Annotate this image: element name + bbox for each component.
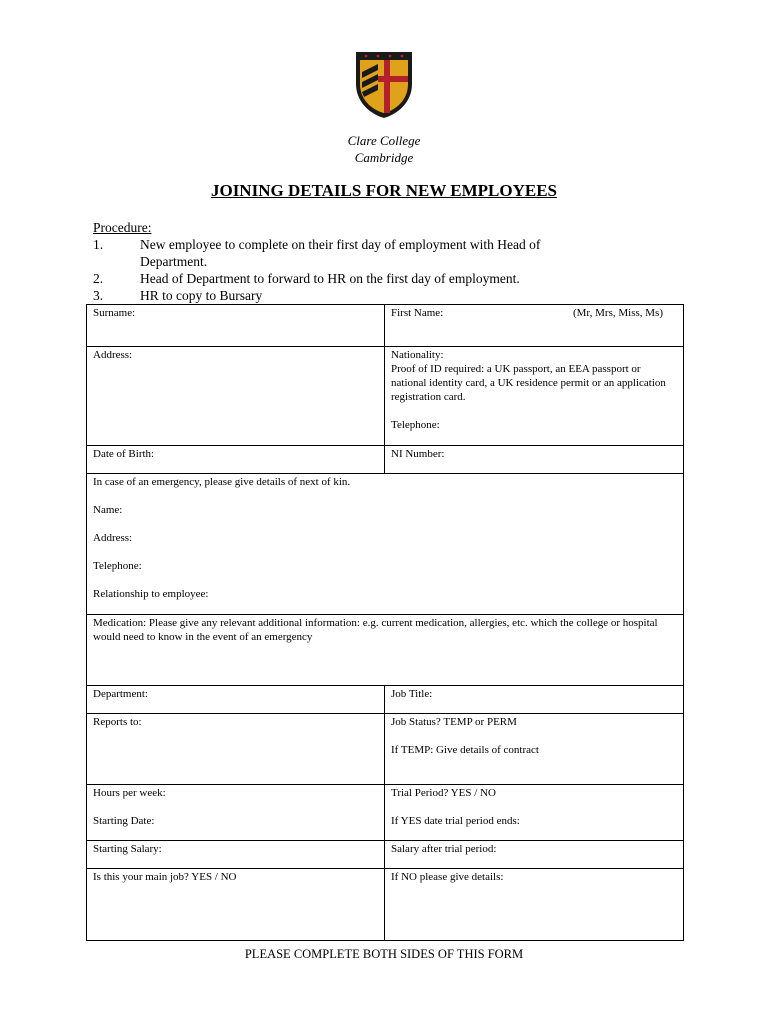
department-label: Department: xyxy=(93,688,148,700)
dob-label: Date of Birth: xyxy=(93,448,155,460)
kin-address-label: Address: xyxy=(93,532,133,544)
surname-field[interactable] xyxy=(87,305,385,347)
procedure-heading: Procedure: xyxy=(93,220,152,235)
employee-details-form xyxy=(86,304,684,941)
kin-telephone-label: Telephone: xyxy=(93,560,142,572)
kin-name-label: Name: xyxy=(93,504,123,516)
telephone-label: Telephone: xyxy=(391,419,440,431)
title-options: (Mr, Mrs, Miss, Ms) xyxy=(572,307,663,319)
if-no-label: If NO please give details: xyxy=(391,871,504,883)
job-status-label: Job Status? TEMP or PERM xyxy=(391,716,517,728)
step-number: 3. xyxy=(93,288,104,303)
kin-relationship-label: Relationship to employee: xyxy=(93,588,209,600)
emergency-intro: In case of an emergency, please give details of next of kin. xyxy=(93,476,351,488)
form-title: JOINING DETAILS FOR NEW EMPLOYEES xyxy=(210,181,558,200)
salary-after-field[interactable] xyxy=(385,841,684,869)
if-no-details-field[interactable] xyxy=(385,869,684,941)
procedure-section xyxy=(93,219,610,304)
first-name-label: First Name: xyxy=(391,307,444,319)
department-field[interactable] xyxy=(87,686,385,714)
hours-field[interactable] xyxy=(87,785,385,841)
if-temp-label: If TEMP: Give details of contract xyxy=(391,744,539,756)
ni-number-label: NI Number: xyxy=(391,448,445,460)
address-field[interactable] xyxy=(87,347,385,446)
procedure-step xyxy=(93,287,610,304)
starting-salary-field[interactable] xyxy=(87,841,385,869)
trial-period-label: Trial Period? YES / NO xyxy=(391,787,496,799)
medication-field[interactable] xyxy=(87,615,684,686)
starting-salary-label: Starting Salary: xyxy=(93,843,162,855)
step-number: 2. xyxy=(93,271,104,286)
reports-to-label: Reports to: xyxy=(93,716,142,728)
job-title-field[interactable] xyxy=(385,686,684,714)
college-location: Cambridge xyxy=(354,150,414,165)
reports-to-field[interactable] xyxy=(87,714,385,785)
college-crest-logo xyxy=(354,50,414,120)
procedure-step xyxy=(93,270,610,287)
footer-note: PLEASE COMPLETE BOTH SIDES OF THIS FORM xyxy=(244,947,524,961)
step-text: Head of Department to forward to HR on the first day of employment. xyxy=(140,271,520,286)
first-name-field[interactable] xyxy=(385,305,684,347)
college-name: Clare College xyxy=(347,133,421,148)
step-text: New employee to complete on their first day of employment with Head of Department. xyxy=(140,237,541,269)
proof-of-id-note: Proof of ID required: a UK passport, an EEA passport or national identity card, a UK residence permit or an application registration card. xyxy=(391,363,666,403)
trial-period-field[interactable] xyxy=(385,785,684,841)
starting-date-label: Starting Date: xyxy=(93,815,155,827)
medication-label: Medication: Please give any relevant additional information: e.g. current medication, allergies, etc. which the college or hospital would need to know in the event of an emergency xyxy=(93,617,658,643)
emergency-contact-field[interactable] xyxy=(87,474,684,615)
surname-label: Surname: xyxy=(93,307,136,319)
trial-end-label: If YES date trial period ends: xyxy=(391,815,520,827)
job-title-label: Job Title: xyxy=(391,688,433,700)
job-status-field[interactable] xyxy=(385,714,684,785)
main-job-label: Is this your main job? YES / NO xyxy=(93,871,237,883)
procedure-step xyxy=(93,236,610,270)
nationality-field[interactable] xyxy=(385,347,684,446)
step-text: HR to copy to Bursary xyxy=(140,288,263,303)
salary-after-label: Salary after trial period: xyxy=(391,843,497,855)
address-label: Address: xyxy=(93,349,133,361)
step-number: 1. xyxy=(93,237,104,252)
hours-label: Hours per week: xyxy=(93,787,166,799)
ni-number-field[interactable] xyxy=(385,446,684,474)
main-job-field[interactable] xyxy=(87,869,385,941)
nationality-label: Nationality: xyxy=(391,349,444,361)
dob-field[interactable] xyxy=(87,446,385,474)
